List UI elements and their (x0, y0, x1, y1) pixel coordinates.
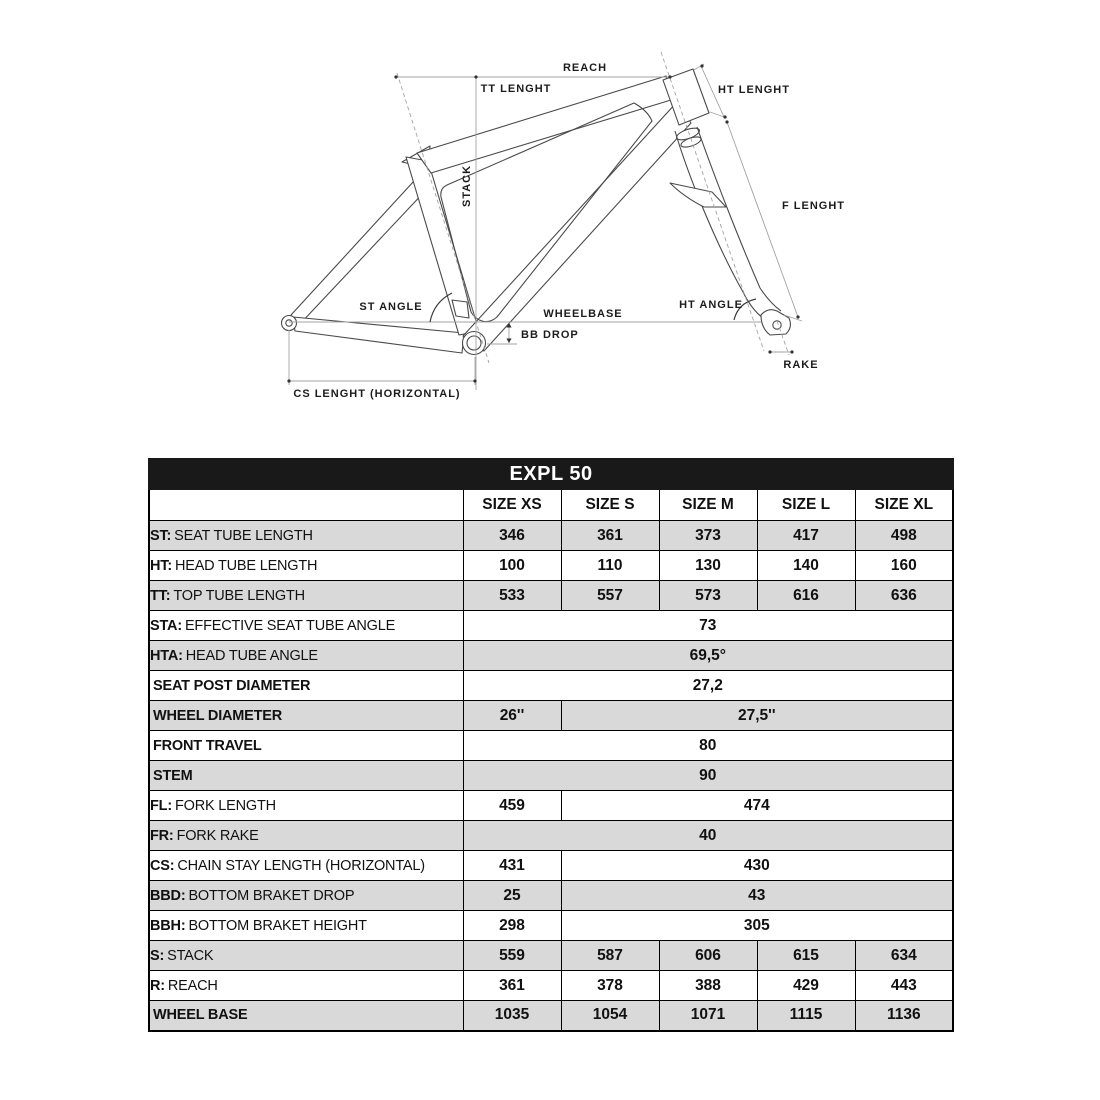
row-label (149, 821, 463, 851)
row-label-text: SEAT TUBE LENGTH (174, 527, 313, 544)
value-cell: 90 (463, 761, 953, 791)
row-label-prefix: FL: (150, 797, 172, 814)
value-cell: 298 (463, 911, 561, 941)
value-cell: 43 (561, 881, 953, 911)
row-label (149, 851, 463, 881)
row-label (149, 641, 463, 671)
brake-mount (670, 183, 726, 207)
value-cell: 430 (561, 851, 953, 881)
table-row (149, 971, 953, 1001)
value-cell: 559 (463, 941, 561, 971)
corner-cell (149, 489, 463, 521)
frame-drawing (0, 0, 1100, 450)
value-cell: 160 (855, 551, 953, 581)
value-cell: 26'' (463, 701, 561, 731)
table-row (149, 701, 953, 731)
bottom-bracket-hole (467, 336, 481, 350)
value-cell: 388 (659, 971, 757, 1001)
row-label-prefix: TT: (150, 587, 171, 604)
value-cell: 27,2 (463, 671, 953, 701)
col-header-size-s: SIZE S (561, 489, 659, 521)
row-label (149, 941, 463, 971)
value-cell: 429 (757, 971, 855, 1001)
row-label (149, 551, 463, 581)
row-label-prefix: STA: (150, 617, 182, 634)
diagram-label-stack: STACK (461, 164, 473, 207)
row-label-text: FORK RAKE (176, 827, 259, 844)
col-header-size-m: SIZE M (659, 489, 757, 521)
value-cell: 634 (855, 941, 953, 971)
diagram-label-st-angle: ST ANGLE (359, 301, 423, 313)
fork-length-dim-line (727, 122, 798, 317)
value-cell: 587 (561, 941, 659, 971)
row-label-prefix: HTA: (150, 647, 183, 664)
table-row (149, 671, 953, 701)
diagram-label-wheelbase: WHEELBASE (543, 308, 623, 320)
value-cell: 25 (463, 881, 561, 911)
row-label-text: WHEEL DIAMETER (153, 707, 283, 724)
row-label-text: STEM (153, 767, 193, 784)
row-label-prefix: BBH: (150, 917, 186, 934)
diagram-label-ht-length: HT LENGHT (718, 84, 790, 96)
diagram-label-tt-length: TT LENGHT (480, 83, 552, 95)
diagram-label-bb-drop: BB DROP (521, 329, 579, 341)
value-cell: 443 (855, 971, 953, 1001)
row-label (149, 911, 463, 941)
value-cell: 1136 (855, 1001, 953, 1031)
row-label-text: FORK LENGTH (174, 797, 276, 814)
row-label-prefix: CS: (150, 857, 175, 874)
row-label (149, 971, 463, 1001)
value-cell: 498 (855, 521, 953, 551)
row-label (149, 521, 463, 551)
value-cell: 378 (561, 971, 659, 1001)
value-cell: 417 (757, 521, 855, 551)
row-label-text: HEAD TUBE LENGTH (174, 557, 318, 574)
row-label-text: FRONT TRAVEL (153, 737, 262, 754)
row-label (149, 761, 463, 791)
row-label (149, 791, 463, 821)
row-label (149, 611, 463, 641)
row-label-text: BOTTOM BRAKET DROP (188, 887, 355, 904)
row-label (149, 731, 463, 761)
diagram-label-cs-length: CS LENGHT (HORIZONTAL) (293, 388, 461, 400)
value-cell: 100 (463, 551, 561, 581)
table-row (149, 911, 953, 941)
value-cell: 130 (659, 551, 757, 581)
row-label-text: STACK (167, 947, 214, 964)
table-row (149, 941, 953, 971)
bike-geometry-diagram (0, 0, 1100, 450)
table-row (149, 731, 953, 761)
row-label-prefix: S: (150, 947, 165, 964)
value-cell: 1071 (659, 1001, 757, 1031)
value-cell: 73 (463, 611, 953, 641)
value-cell: 110 (561, 551, 659, 581)
row-label (149, 671, 463, 701)
row-label-text: HEAD TUBE ANGLE (185, 647, 318, 664)
value-cell: 27,5'' (561, 701, 953, 731)
value-cell: 616 (757, 581, 855, 611)
col-header-size-xl: SIZE XL (855, 489, 953, 521)
value-cell: 606 (659, 941, 757, 971)
table-title-row (149, 459, 953, 489)
value-cell: 1035 (463, 1001, 561, 1031)
value-cell: 361 (463, 971, 561, 1001)
table-row (149, 551, 953, 581)
row-label-prefix: HT: (150, 557, 172, 574)
rear-dropout-hole (286, 320, 292, 326)
value-cell: 615 (757, 941, 855, 971)
row-label-text: CHAIN STAY LENGTH (HORIZONTAL) (177, 857, 425, 874)
col-header-size-l: SIZE L (757, 489, 855, 521)
diagram-label-f-length: F LENGHT (782, 200, 845, 212)
value-cell: 533 (463, 581, 561, 611)
table-header-row (149, 489, 953, 521)
table-row (149, 791, 953, 821)
diagram-label-ht-angle: HT ANGLE (679, 299, 743, 311)
table-row (149, 641, 953, 671)
table-title: EXPL 50 (149, 459, 953, 489)
row-label (149, 881, 463, 911)
table-row (149, 881, 953, 911)
row-label (149, 581, 463, 611)
bike-frame-outline (282, 69, 791, 355)
row-label-text: BOTTOM BRAKET HEIGHT (188, 917, 367, 934)
fork-leg-inner (675, 131, 763, 318)
value-cell: 346 (463, 521, 561, 551)
value-cell: 431 (463, 851, 561, 881)
col-header-size-xs: SIZE XS (463, 489, 561, 521)
table-row (149, 851, 953, 881)
row-label-prefix: ST: (150, 527, 172, 544)
table-row (149, 611, 953, 641)
table-row (149, 521, 953, 551)
diagram-label-rake: RAKE (783, 359, 819, 371)
row-label-text: TOP TUBE LENGTH (173, 587, 305, 604)
value-cell: 361 (561, 521, 659, 551)
table-row (149, 581, 953, 611)
spec-table-body (149, 521, 953, 1031)
row-label-text: WHEEL BASE (153, 1007, 248, 1024)
diagram-label-reach: REACH (562, 62, 608, 74)
value-cell: 69,5° (463, 641, 953, 671)
value-cell: 1054 (561, 1001, 659, 1031)
value-cell: 459 (463, 791, 561, 821)
value-cell: 373 (659, 521, 757, 551)
row-label-text: EFFECTIVE SEAT TUBE ANGLE (184, 617, 396, 634)
value-cell: 573 (659, 581, 757, 611)
table-row (149, 821, 953, 851)
value-cell: 474 (561, 791, 953, 821)
value-cell: 1115 (757, 1001, 855, 1031)
table-row (149, 1001, 953, 1031)
value-cell: 80 (463, 731, 953, 761)
value-cell: 557 (561, 581, 659, 611)
row-label-prefix: R: (150, 977, 165, 994)
value-cell: 40 (463, 821, 953, 851)
table-row (149, 761, 953, 791)
geometry-table (148, 458, 954, 1032)
row-label-prefix: FR: (150, 827, 174, 844)
row-label (149, 701, 463, 731)
value-cell: 305 (561, 911, 953, 941)
row-label-prefix: BBD: (150, 887, 186, 904)
value-cell: 636 (855, 581, 953, 611)
row-label-text: REACH (167, 977, 218, 994)
row-label (149, 1001, 463, 1031)
value-cell: 140 (757, 551, 855, 581)
row-label-text: SEAT POST DIAMETER (153, 677, 311, 694)
